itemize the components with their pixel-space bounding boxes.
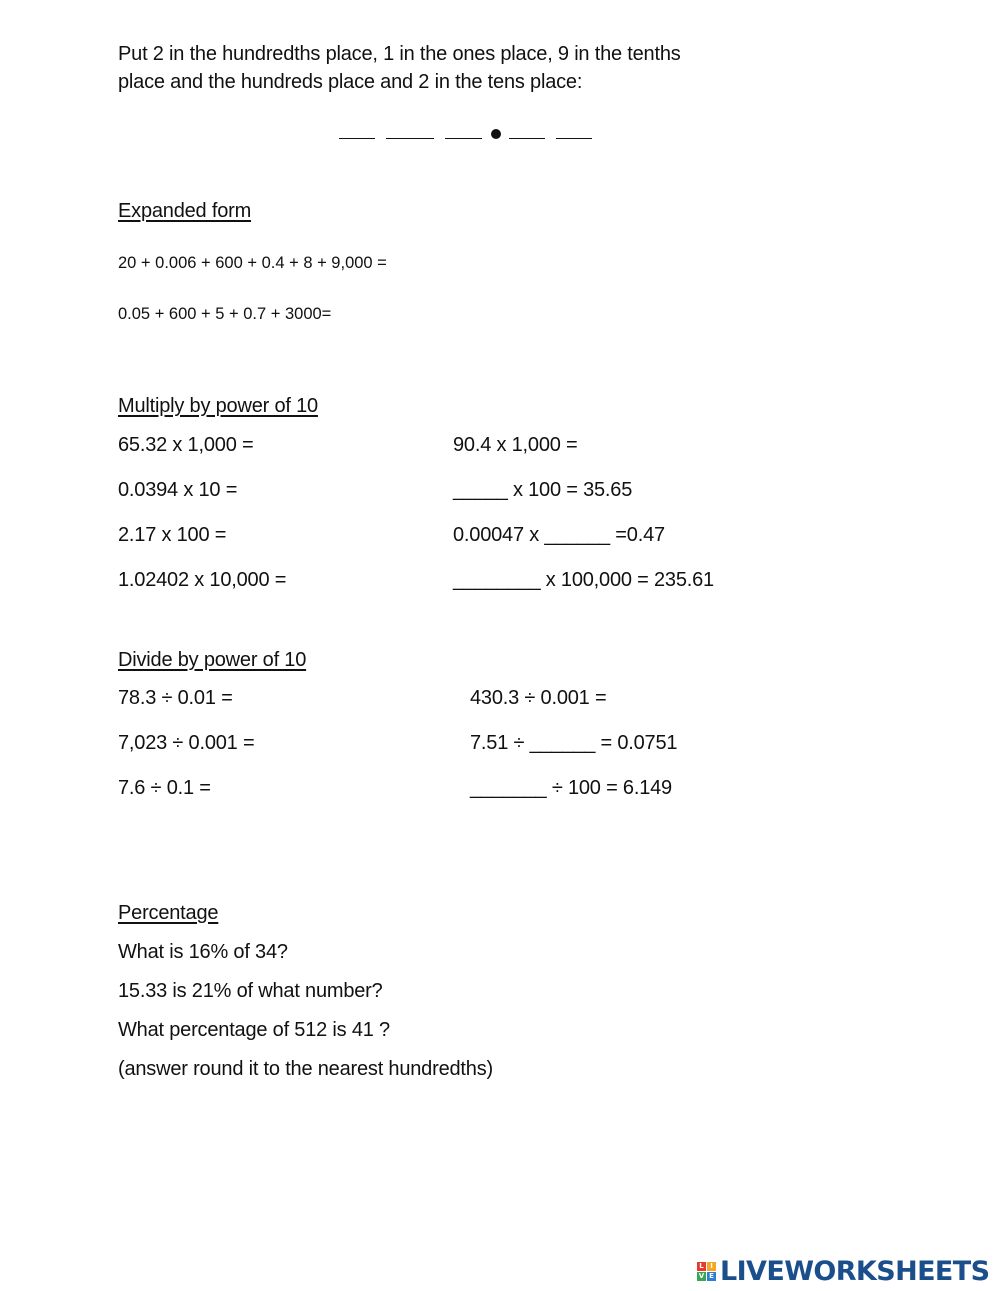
- expanded-heading: Expanded form: [118, 200, 252, 222]
- multiply-left-4: 1.02402 x 10,000 =: [118, 569, 287, 591]
- multiply-right-3: 0.00047 x ______ =0.47: [453, 524, 665, 546]
- multiply-right-1: 90.4 x 1,000 =: [453, 434, 578, 456]
- blank-tenths[interactable]: [509, 138, 545, 139]
- divide-right-3: _______ ÷ 100 = 6.149: [470, 777, 672, 799]
- multiply-right-4: ________ x 100,000 = 235.61: [453, 569, 714, 591]
- divide-left-3: 7.6 ÷ 0.1 =: [118, 777, 211, 799]
- decimal-point: [491, 129, 501, 139]
- percentage-question-2: 15.33 is 21% of what number?: [118, 980, 383, 1002]
- blank-hundreds[interactable]: [339, 138, 375, 139]
- divide-heading: Divide by power of 10: [118, 649, 307, 671]
- logo-letter-l: L: [697, 1262, 706, 1271]
- divide-left-1: 78.3 ÷ 0.01 =: [118, 687, 233, 709]
- blank-tens[interactable]: [386, 138, 434, 139]
- percentage-question-1: What is 16% of 34?: [118, 941, 288, 963]
- logo-letter-i: I: [707, 1262, 716, 1271]
- blank-ones[interactable]: [445, 138, 482, 139]
- multiply-right-2: _____ x 100 = 35.65: [453, 479, 633, 501]
- expanded-question-2: 0.05 + 600 + 5 + 0.7 + 3000=: [118, 305, 332, 323]
- logo-live-icon: [697, 1262, 716, 1281]
- logo-text: LIVEWORKSHEETS: [720, 1255, 990, 1287]
- multiply-heading: Multiply by power of 10: [118, 395, 318, 417]
- divide-right-1: 430.3 ÷ 0.001 =: [470, 687, 607, 709]
- blank-hundredths[interactable]: [556, 138, 592, 139]
- logo-letter-e: E: [707, 1272, 716, 1281]
- percentage-note: (answer round it to the nearest hundredths): [118, 1058, 493, 1080]
- intro-line-1: Put 2 in the hundredths place, 1 in the ones place, 9 in the tenths: [118, 43, 681, 65]
- divide-left-2: 7,023 ÷ 0.001 =: [118, 732, 255, 754]
- logo-letter-v: V: [698, 1271, 705, 1280]
- multiply-left-2: 0.0394 x 10 =: [118, 479, 238, 501]
- expanded-question-1: 20 + 0.006 + 600 + 0.4 + 8 + 9,000 =: [118, 254, 387, 272]
- multiply-left-1: 65.32 x 1,000 =: [118, 434, 254, 456]
- liveworksheets-logo[interactable]: [697, 1256, 989, 1286]
- multiply-left-3: 2.17 x 100 =: [118, 524, 227, 546]
- divide-right-2: 7.51 ÷ ______ = 0.0751: [470, 732, 678, 754]
- percentage-question-3: What percentage of 512 is 41 ?: [118, 1019, 390, 1041]
- intro-line-2: place and the hundreds place and 2 in the tens place:: [118, 71, 583, 93]
- percentage-heading: Percentage: [118, 902, 219, 924]
